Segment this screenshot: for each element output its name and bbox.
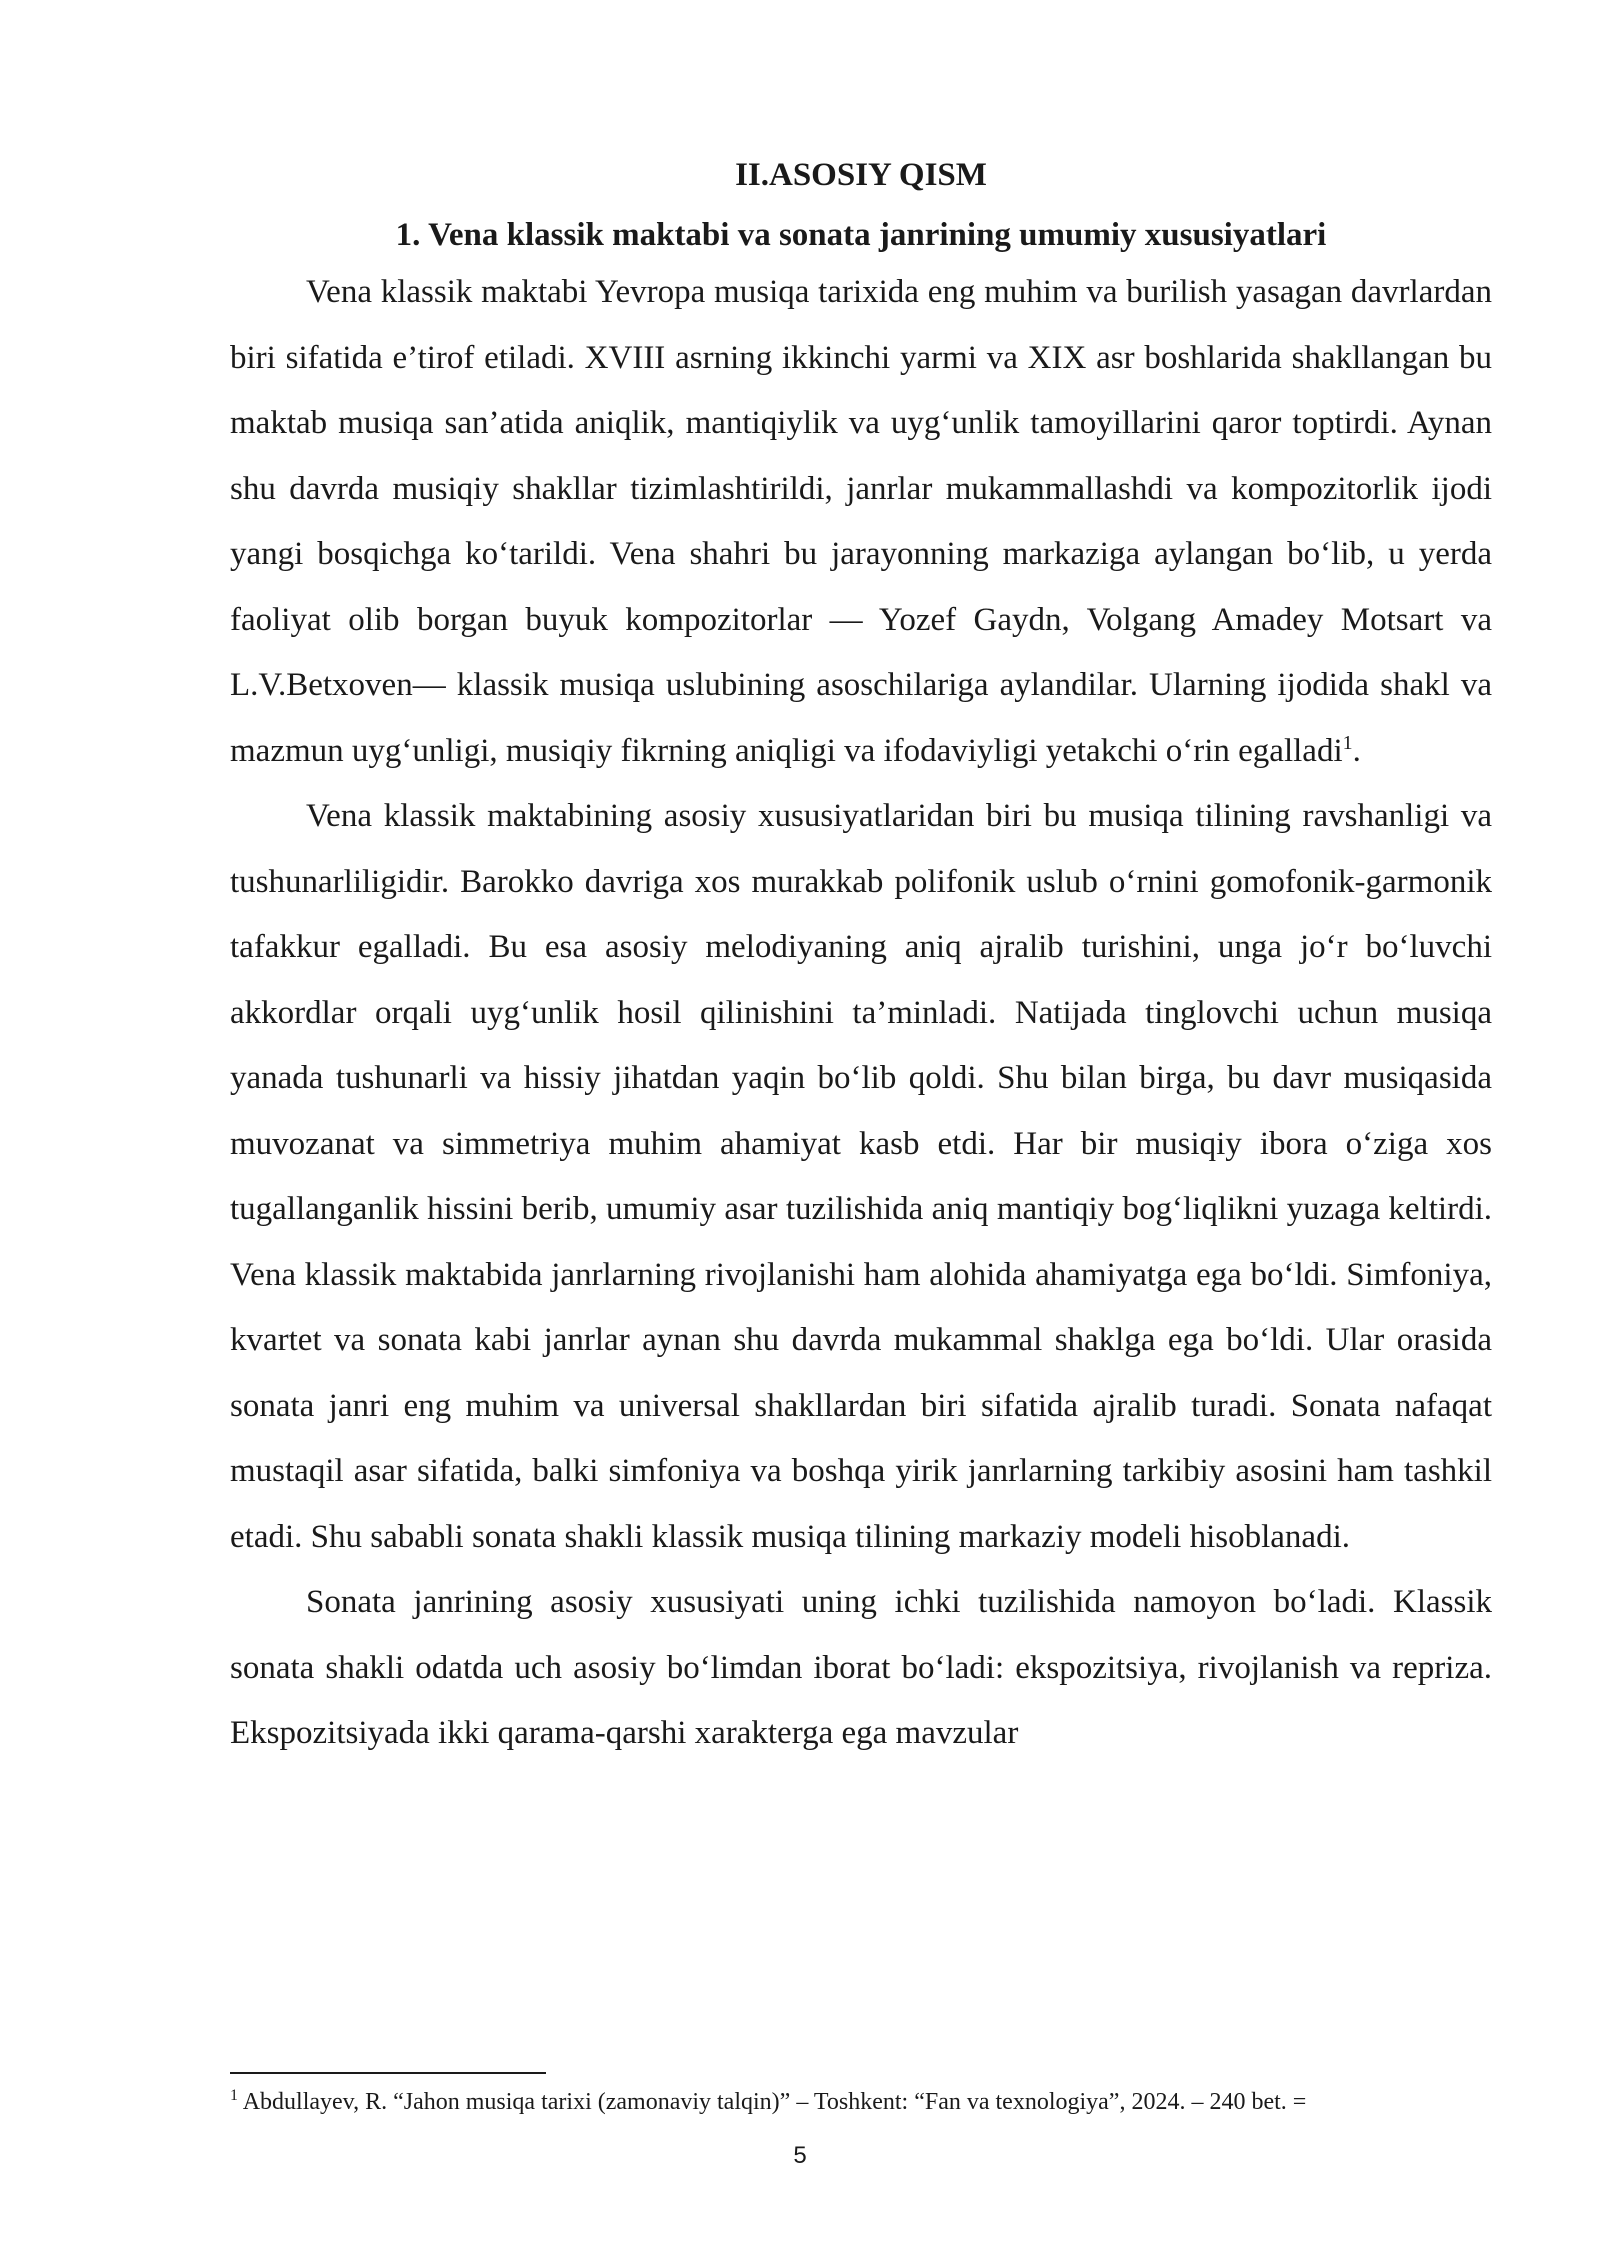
- paragraph-3: [230, 1570, 1492, 1767]
- paragraph-2-text: Vena klassik maktabining asosiy xususiyatlaridan biri bu musiqa tilining ravshanligi va tushunarliligidir. Barokko davriga xos murakkab polifonik uslub o‘rnini gomofonik-garmonik tafakkur egalladi. Bu esa asosiy melodiyaning aniq ajralib turishini, unga jo‘r bo‘luvchi akkordlar orqali uyg‘unlik hosil qilinishini ta’minladi. Natijada tinglovchi uchun musiqa yanada tushunarli va hissiy jihatdan yaqin bo‘lib qoldi. Shu bilan birga, bu davr musiqasida muvozanat va simmetriya muhim ahamiyat kasb etdi. Har bir musiqiy ibora o‘ziga xos tugallanganlik hissini berib, umumiy asar tuzilishida aniq mantiqiy bog‘liqlikni yuzaga keltirdi. Vena klassik maktabida janrlarning rivojlanishi ham alohida ahamiyatga ega bo‘ldi. Simfoniya, kvartet va sonata kabi janrlar aynan shu davrda mukammal shaklga ega bo‘ldi. Ular orasida sonata janri eng muhim va universal shakllardan biri sifatida ajralib turadi. Sonata nafaqat mustaqil asar sifatida, balki simfoniya va boshqa yirik janrlarning tarkibiy asosini ham tashkil etadi. Shu sababli sonata shakli klassik musiqa tilining markaziy modeli hisoblanadi.: [230, 798, 1492, 1555]
- chapter-title: II.ASOSIY QISM: [735, 157, 987, 193]
- paragraph-1-tail: .: [1352, 732, 1361, 769]
- page-number: 5: [793, 2142, 807, 2169]
- paragraph-2: [230, 784, 1492, 1570]
- paragraph-1-text: Vena klassik maktabi Yevropa musiqa tarixida eng muhim va burilish yasagan davrlardan biri sifatida e’tirof etiladi. XVIII asrning ikkinchi yarmi va XIX asr boshlarida shakllangan bu maktab musiqa san’atida aniqlik, mantiqiylik va uyg‘unlik tamoyillarini qaror toptirdi. Aynan shu davrda musiqiy shakllar tizimlashtirildi, janrlar mukammallashdi va kompozitorlik ijodi yangi bosqichga ko‘tarildi. Vena shahri bu jarayonning markaziga aylangan bo‘lib, u yerda faoliyat olib borgan buyuk kompozitorlar — Yozef Gaydn, Volgang Amadey Motsart va L.V.Betxoven— klassik musiqa uslubining asoschilariga aylandilar. Ularning ijodida shakl va mazmun uyg‘unligi, musiqiy fikrning aniqligi va ifodaviyligi yetakchi o‘rin egalladi: [230, 274, 1492, 769]
- footnote-number: 1: [230, 2087, 238, 2104]
- section-title: 1. Vena klassik maktabi va sonata janrining umumiy xususiyatlari: [395, 217, 1327, 253]
- footnote-text: Abdullayev, R. “Jahon musiqa tarixi (zamonaviy talqin)” – Toshkent: “Fan va texnologiya”, 2024. – 240 bet. =: [242, 2089, 1307, 2115]
- paragraph-3-text: Sonata janrining asosiy xususiyati uning ichki tuzilishida namoyon bo‘ladi. Klassik sonata shakli odatda uch asosiy bo‘limdan iborat bo‘ladi: ekspozitsiya, rivojlanish va repriza. Ekspozitsiyada ikki qarama-qarshi xarakterga ega mavzular: [230, 1584, 1492, 1751]
- page-body: [230, 150, 1492, 1767]
- footnote-separator: [230, 2072, 546, 2074]
- footnote: [230, 2086, 1492, 2118]
- paragraph-1: [230, 260, 1492, 784]
- footnote-reference[interactable]: 1: [1342, 731, 1353, 754]
